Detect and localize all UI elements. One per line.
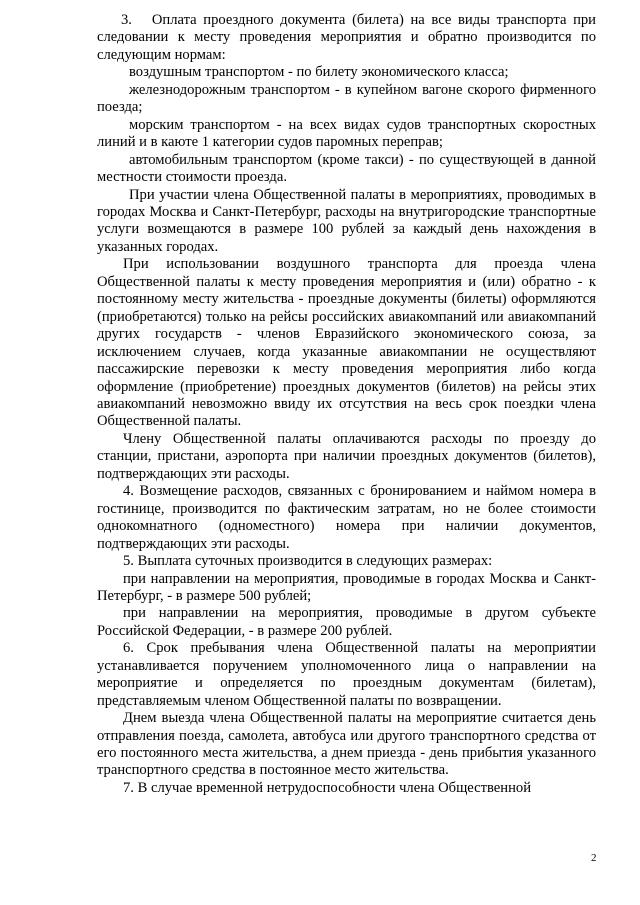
paragraph-per-diem-moscow: при направлении на мероприятия, проводимые в городах Москва и Санкт-Петербург, - в размере 500 рублей; (97, 570, 596, 604)
paragraph-air-tickets: При использовании воздушного транспорта для проезда члена Общественной палаты к месту проведения мероприятия и (или) обратно - к постоянному месту жительства - проездные документы (билеты) оформляются (приобретаются) только на рейсы российских авиакомпаний или авиакомпаний других государств - членов Евразийского экономического союза, за исключением случаев, когда указанные авиакомпании не осуществляют пассажирские перевозки к месту проведения мероприятия либо когда оформление (приобретение) проездных документов (билетов) на рейсы этих авиакомпаний невозможно ввиду их отсутствия на весь срок поездки члена Общественной палаты. (97, 256, 596, 430)
paragraph-per-diem-other: при направлении на мероприятия, проводимые в другом субъекте Российской Федерации, - в размере 200 рублей. (97, 605, 596, 639)
paragraph-departure-day: Днем выезда члена Общественной палаты на мероприятие считается день отправления поезда, самолета, автобуса или другого транспортного средства от его постоянного места жительства, а днем приезда - день прибытия указанного транспортного средства в постоянное место жительства. (97, 710, 596, 779)
paragraph-sea-transport: морским транспортом - на всех видах судов транспортных скоростных линий и в каюте 1 категории судов паромных переправ; (97, 116, 596, 151)
paragraph-rail-transport: железнодорожным транспортом - в купейном вагоне скорого фирменного поезда; (97, 81, 596, 116)
paragraph-city-transport: При участии члена Общественной палаты в мероприятиях, проводимых в городах Москва и Санкт-Петербург, расходы на внутригородские транспортные услуги возмещаются в размере 100 рублей за каждый день нахождения в указанных городах. (97, 186, 596, 255)
page-number: 2 (591, 852, 597, 864)
paragraph-item-3: 3. Оплата проездного документа (билета) на все виды транспорта при следовании к месту проведения мероприятия и обратно производится по следующим нормам: (97, 12, 596, 63)
paragraph-item-5: 5. Выплата суточных производится в следующих размерах: (123, 553, 493, 570)
paragraph-item-4: 4. Возмещение расходов, связанных с бронированием и наймом номера в гостинице, производится по фактическим затратам, но не более стоимости однокомнатного (одноместного) номера при наличии документов, подтверждающих эти расходы. (97, 483, 596, 552)
paragraph-item-6: 6. Срок пребывания члена Общественной палаты на мероприятии устанавливается поручением уполномоченного лица о направлении на мероприятие и определяется по проездным документам (билетам), представляемым членом Общественной палаты по возвращении. (97, 640, 596, 709)
document-body (97, 12, 596, 797)
paragraph-item-7: 7. В случае временной нетрудоспособности члена Общественной (123, 779, 532, 796)
paragraph-station-travel: Члену Общественной палаты оплачиваются расходы по проезду до станции, пристани, аэропорта при наличии проездных документов (билетов), подтверждающих эти расходы. (97, 430, 596, 482)
paragraph-air-transport: воздушным транспортом - по билету экономического класса; (129, 64, 509, 81)
paragraph-road-transport: автомобильным транспортом (кроме такси) - по существующей в данной местности стоимости проезда. (97, 151, 596, 186)
